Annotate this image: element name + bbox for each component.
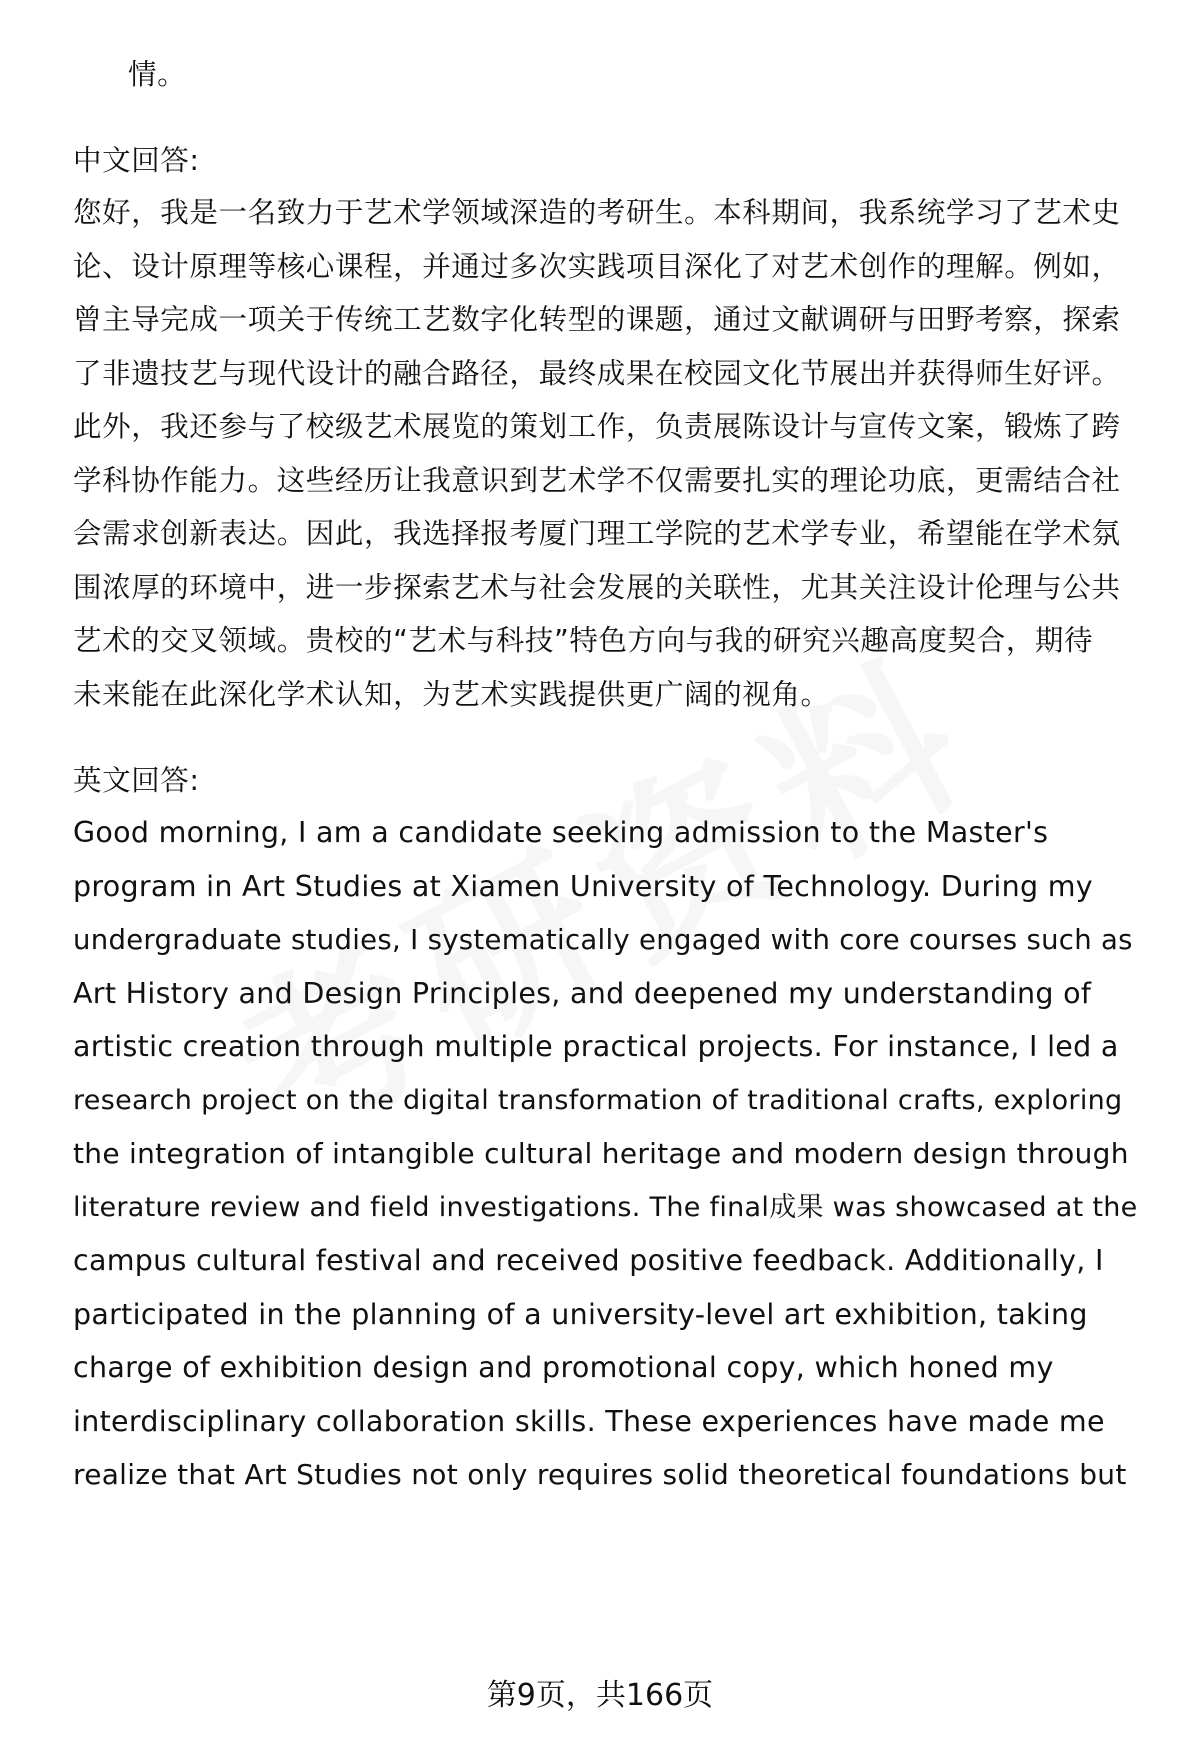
chinese-line: 艺术的交叉领域。贵校的“艺术与科技”特色方向与我的研究兴趣高度契合，期待 [73, 624, 1094, 657]
english-line: participated in the planning of a university-level art exhibition, taking [73, 1298, 1088, 1331]
chinese-line: 了非遗技艺与现代设计的融合路径，最终成果在校园文化节展出并获得师生好评。 [73, 357, 1121, 390]
page-number: 第9页，共166页 [486, 1678, 714, 1713]
english-line: Art History and Design Principles, and deepened my understanding of [73, 977, 1092, 1010]
chinese-answer-label: 中文回答: [73, 144, 200, 177]
chinese-line: 未来能在此深化学术认知，为艺术实践提供更广阔的视角。 [73, 678, 830, 711]
chinese-line: 围浓厚的环境中，进一步探索艺术与社会发展的关联性，尤其关注设计伦理与公共 [73, 571, 1121, 604]
english-line: program in Art Studies at Xiamen University of Technology. During my [73, 870, 1093, 903]
english-line: the integration of intangible cultural heritage and modern design through [73, 1137, 1129, 1170]
english-line: research project on the digital transformation of traditional crafts, exploring [73, 1085, 1123, 1116]
english-line: artistic creation through multiple practical projects. For instance, I led a [73, 1030, 1119, 1063]
chinese-line: 论、设计原理等核心课程，并通过多次实践项目深化了对艺术创作的理解。例如， [73, 250, 1121, 283]
english-line: charge of exhibition design and promotional copy, which honed my [73, 1351, 1054, 1384]
chinese-line: 曾主导完成一项关于传统工艺数字化转型的课题，通过文献调研与田野考察，探索 [73, 303, 1121, 336]
chinese-line: 此外，我还参与了校级艺术展览的策划工作，负责展陈设计与宣传文案，锻炼了跨 [73, 410, 1121, 443]
chinese-line: 您好，我是一名致力于艺术学领域深造的考研生。本科期间，我系统学习了艺术史 [73, 196, 1121, 229]
continuation-text: 情。 [128, 58, 187, 91]
english-answer-label: 英文回答: [73, 764, 200, 797]
english-line: literature review and field investigations. The final成果 was showcased at the [73, 1192, 1138, 1223]
english-line: Good morning, I am a candidate seeking admission to the Master's [73, 816, 1049, 849]
chinese-line: 会需求创新表达。因此，我选择报考厦门理工学院的艺术学专业，希望能在学术氛 [73, 517, 1121, 550]
english-line: campus cultural festival and received positive feedback. Additionally, I [73, 1244, 1104, 1277]
chinese-line: 学科协作能力。这些经历让我意识到艺术学不仅需要扎实的理论功底，更需结合社 [73, 464, 1121, 497]
english-line: realize that Art Studies not only requires solid theoretical foundations but [73, 1458, 1127, 1491]
english-line: interdisciplinary collaboration skills. These experiences have made me [73, 1405, 1105, 1438]
english-line: undergraduate studies, I systematically engaged with core courses such as [73, 924, 1133, 956]
